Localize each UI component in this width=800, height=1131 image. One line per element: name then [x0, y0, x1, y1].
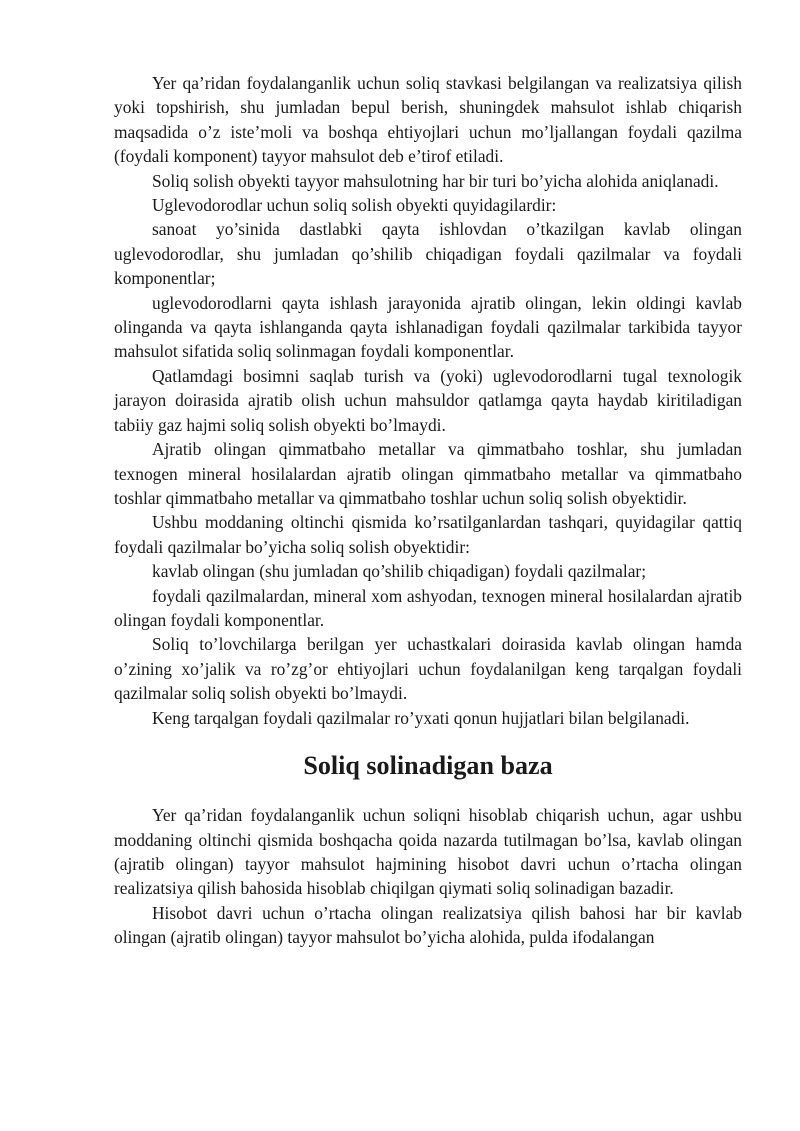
- paragraph: Ajratib olingan qimmatbaho metallar va qimmatbaho toshlar, shu jumladan texnogen mineral hosilalardan ajratib olingan qimmatbaho metallar va qimmatbaho toshlar qimmatbaho metallar va qimmatbaho toshlar uchun soliq solish obyektidir.: [114, 439, 742, 508]
- paragraph: Soliq to’lovchilarga berilgan yer uchastkalari doirasida kavlab olingan hamda o’zining xo’jalik va ro’zg’or ehtiyojlari uchun foydalanilgan keng tarqalgan foydali qazilmalar soliq solish obyekti bo’lmaydi.: [114, 634, 742, 704]
- paragraph: kavlab olingan (shu jumladan qo’shilib chiqadigan) foydali qazilmalar;: [152, 561, 647, 582]
- section-heading: Soliq solinadigan baza: [303, 751, 553, 781]
- paragraph: sanoat yo’sinida dastlabki qayta ishlovdan o’tkazilgan kavlab olingan uglevodorodlar, shu jumladan qo’shilib chiqadigan foydali qazilmalar va foydali komponentlar;: [114, 219, 742, 289]
- paragraph: Qatlamdagi bosimni saqlab turish va (yoki) uglevodorodlarni tugal texnologik jarayon doirasida ajratib olish uchun mahsuldor qatlamga qayta haydab kiritiladigan tabiiy gaz hajmi soliq solish obyekti bo’lmaydi.: [114, 365, 742, 435]
- paragraph: Yer qa’ridan foydalanganlik uchun soliq stavkasi belgilangan va realizatsiya qilish yoki topshirish, shu jumladan bepul berish, shuningdek mahsulot ishlab chiqarish maqsadida o’z iste’moli va boshqa ehtiyojlari uchun mo’ljallangan foydali qazilma (foydali komponent) tayyor mahsulot deb e’tirof etiladi.: [114, 73, 742, 167]
- paragraph: Uglevodorodlar uchun soliq solish obyekti quyidagilardir:: [152, 195, 557, 216]
- document-page: [114, 71, 742, 950]
- paragraph: Keng tarqalgan foydali qazilmalar ro’yxati qonun hujjatlari bilan belgilanadi.: [152, 707, 690, 728]
- paragraph: uglevodorodlarni qayta ishlash jarayonida ajratib olingan, lekin oldingi kavlab olinganda va qayta ishlanganda qayta ishlanadigan foydali qazilmalar tarkibida tayyor mahsulot sifatida soliq solinmagan foydali komponentlar.: [114, 292, 742, 362]
- paragraph: foydali qazilmalardan, mineral xom ashyodan, texnogen mineral hosilalardan ajratib olingan foydali komponentlar.: [114, 585, 742, 630]
- paragraph: Ushbu moddaning oltinchi qismida ko’rsatilganlardan tashqari, quyidagilar qattiq foydali qazilmalar bo’yicha soliq solish obyektidir:: [114, 512, 742, 557]
- paragraph: Soliq solish obyekti tayyor mahsulotning har bir turi bo’yicha alohida aniqlanadi.: [152, 170, 719, 191]
- paragraph: Yer qa’ridan foydalanganlik uchun soliqni hisoblab chiqarish uchun, agar ushbu moddaning oltinchi qismida boshqacha qoida nazarda tutilmagan bo’lsa, kavlab olingan (ajratib olingan) tayyor mahsulot hajmining hisobot davri uchun o’rtacha olingan realizatsiya qilish bahosida hisoblab chiqilgan qiymati soliq solinadigan bazadir.: [114, 805, 742, 899]
- paragraph: Hisobot davri uchun o’rtacha olingan realizatsiya qilish bahosi har bir kavlab olingan (ajratib olingan) tayyor mahsulot bo’yicha alohida, pulda ifodalangan: [114, 902, 742, 948]
